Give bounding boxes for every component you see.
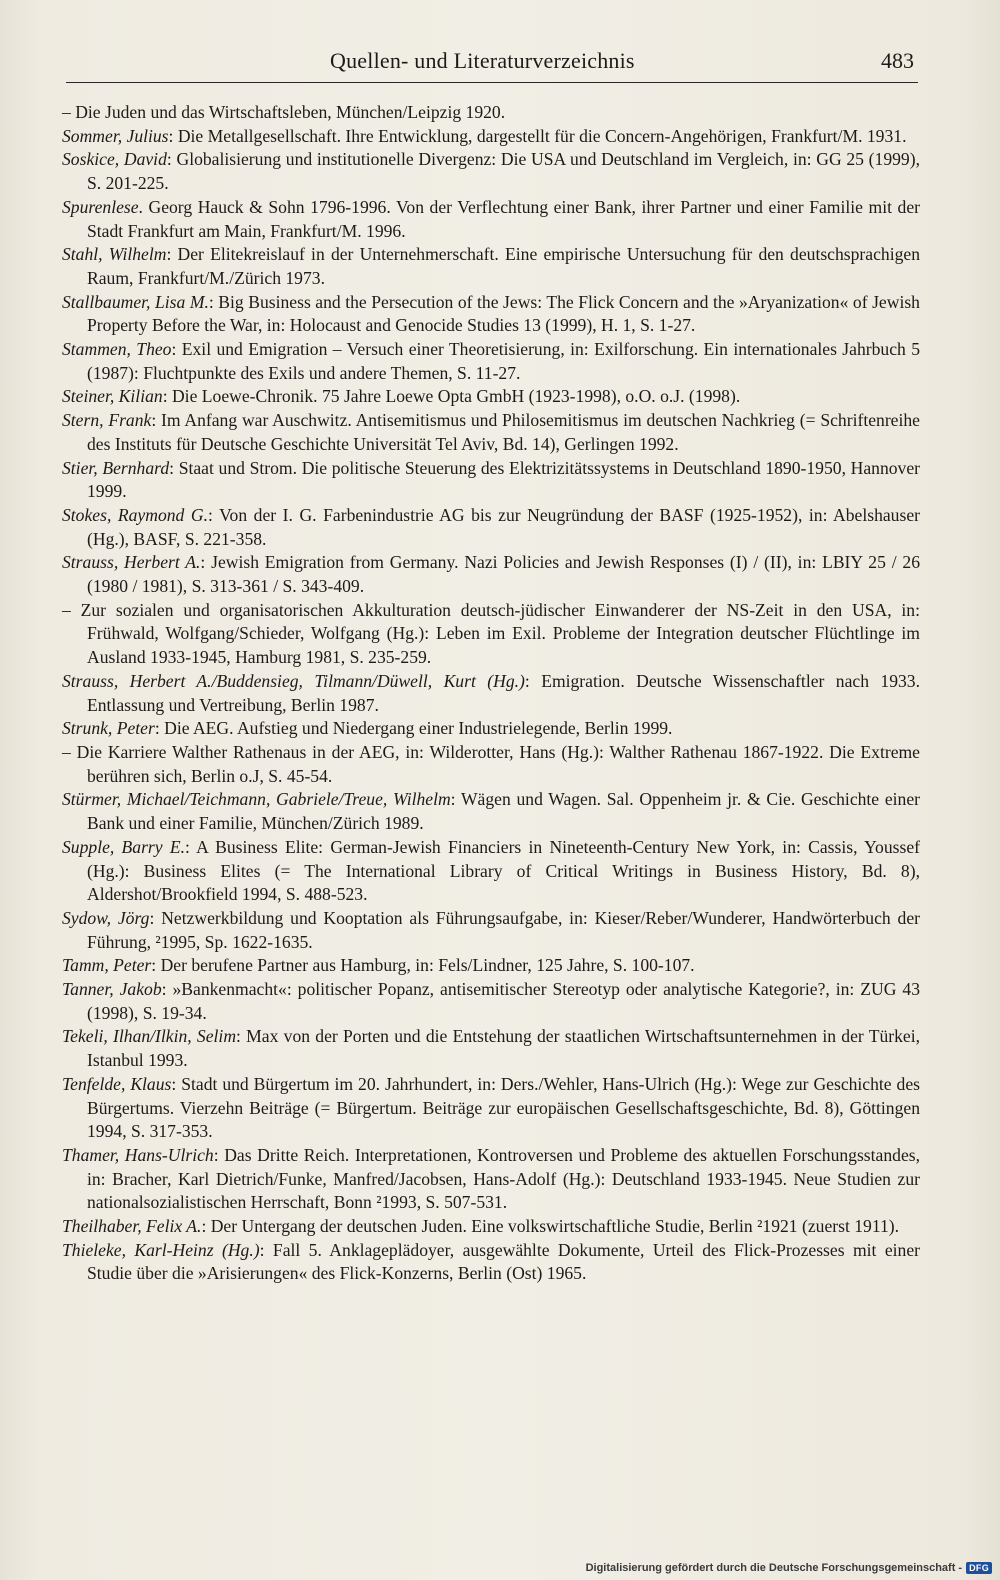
entry-author: Stern, Frank: [62, 410, 152, 431]
entry-text: : »Bankenmacht«: politischer Popanz, antisemitischer Stereotyp oder analytische Kategorie?, in: ZUG 43 (1998), S. 19-34.: [87, 979, 920, 1023]
entry-text: : Jewish Emigration from Germany. Nazi Policies and Jewish Responses (I) / (II), in: LBIY 25 / 26 (1980 / 1981), S. 313-361 / S. 343-409.: [87, 552, 921, 597]
page-header: [66, 42, 918, 83]
entry-author: Thieleke, Karl-Heinz (Hg.): [62, 1239, 260, 1260]
entry-author: Sydow, Jörg: [62, 907, 150, 928]
entry-text: : Die Metallgesellschaft. Ihre Entwicklung, dargestellt für die Concern-Angehörigen, Frankfurt/M. 1931.: [168, 125, 907, 146]
bibliography-entry: [62, 1239, 920, 1286]
entry-text: : Der Untergang der deutschen Juden. Eine volkswirtschaftliche Studie, Berlin ²1921 (zuerst 1911).: [201, 1216, 900, 1237]
entry-author: Stallbaumer, Lisa M.: [62, 291, 209, 312]
entry-text: : Der berufene Partner aus Hamburg, in: Fels/Lindner, 125 Jahre, S. 100-107.: [151, 955, 695, 976]
bibliography-entry: [62, 196, 920, 243]
entry-text: : Das Dritte Reich. Interpretationen, Kontroversen und Probleme des aktuellen Forschungsstandes, in: Bracher, Karl Dietrich/Funke, Manfred/Jacobsen, Hans-Adolf (Hg.): Deutschland 1933-1945. Neue Studien zur nationalsozialistischen Herrschaft, Bonn ²1993, S. 507-531.: [87, 1144, 921, 1213]
entry-author: Sommer, Julius: [62, 125, 169, 146]
bibliography-entry: [62, 504, 920, 551]
entry-author: Strauss, Herbert A./Buddensieg, Tilmann/Düwell, Kurt (Hg.): [62, 670, 525, 691]
bibliography-entry: [62, 148, 920, 195]
entry-text: . Georg Hauck & Sohn 1796-1996. Von der Verflechtung einer Bank, ihrer Partner und einer Familie mit der Stadt Frankfurt am Main, Frankfurt/M. 1996.: [87, 196, 920, 241]
entry-author: Stier, Bernhard: [62, 457, 170, 478]
entry-author: Stahl, Wilhelm: [62, 244, 167, 265]
bibliography-entry: [62, 978, 920, 1025]
entry-text: : Emigration. Deutsche Wissenschaftler nach 1933. Entlassung und Vertreibung, Berlin 1987.: [87, 670, 921, 715]
bibliography-entry: [62, 599, 920, 670]
bibliography-entry: [62, 1215, 920, 1239]
entry-text: : Max von der Porten und die Entstehung der staatlichen Wirtschaftsunternehmen in der Türkei, Istanbul 1993.: [87, 1026, 920, 1071]
entry-text: – Zur sozialen und organisatorischen Akkulturation deutsch-jüdischer Einwanderer der NS-Zeit in den USA, in: Frühwald, Wolfgang/Schieder, Wolfgang (Hg.): Leben im Exil. Probleme der Integration deutscher Flüchtlinge im Ausland 1933-1945, Hamburg 1981, S. 235-259.: [62, 599, 920, 668]
entry-text: : Exil und Emigration – Versuch einer Theoretisierung, in: Exilforschung. Ein internationales Jahrbuch 5 (1987): Fluchtpunkte des Exils und andere Themen, S. 11-27.: [87, 339, 920, 383]
bibliography-entry: [62, 551, 920, 598]
bibliography-entry: [62, 788, 920, 835]
entry-text: – Die Juden und das Wirtschaftsleben, München/Leipzig 1920.: [62, 102, 506, 122]
bibliography-entry: [62, 907, 920, 954]
bibliography-entry: [62, 338, 920, 385]
bibliography-entry: [62, 836, 920, 907]
entry-text: : Netzwerkbildung und Kooptation als Führungsaufgabe, in: Kieser/Reber/Wunderer, Handwörterbuch der Führung, ²1995, Sp. 1622-1635.: [87, 907, 920, 952]
bibliography-entry: [62, 243, 920, 290]
entry-text: : Im Anfang war Auschwitz. Antisemitismus und Philosemitismus im deutschen Nachkrieg (= Schriftenreihe des Instituts für Deutsche Geschichte Universität Tel Aviv, Bd. 14), Gerlingen 1992.: [87, 410, 920, 454]
bibliography-entry: [62, 101, 920, 125]
entry-author: Strunk, Peter: [62, 718, 155, 739]
bibliography-entry: [62, 385, 920, 409]
entry-author: Tanner, Jakob: [62, 979, 162, 1000]
entry-author: Stammen, Theo: [62, 339, 172, 360]
entry-text: – Die Karriere Walther Rathenaus in der AEG, in: Wilderotter, Hans (Hg.): Walther Rathenau 1867-1922. Die Extreme berühren sich, Berlin o.J, S. 45-54.: [62, 741, 920, 786]
entry-author: Tenfelde, Klaus: [62, 1073, 172, 1094]
bibliography-entry: [62, 717, 920, 741]
entry-author: Stürmer, Michael/Teichmann, Gabriele/Treue, Wilhelm: [62, 789, 451, 810]
entry-author: Tamm, Peter: [62, 955, 152, 976]
entry-text: : Stadt und Bürgertum im 20. Jahrhundert, in: Ders./Wehler, Hans-Ulrich (Hg.): Wege zur Geschichte des Bürgertums. Vierzehn Beiträge (= Bürgertum. Beiträge zur europäischen Gesellschaftsgeschichte, Bd. 8), Göttingen 1994, S. 317-353.: [87, 1073, 921, 1142]
entry-author: Spurenlese: [62, 196, 139, 217]
entry-text: : Der Elitekreislauf in der Unternehmerschaft. Eine empirische Untersuchung für den deutschsprachigen Raum, Frankfurt/M./Zürich 1973.: [87, 244, 921, 288]
entry-author: Soskice, David: [62, 149, 167, 170]
entry-text: : Big Business and the Persecution of the Jews: The Flick Concern and the »Aryanization« of Jewish Property Before the War, in: Holocaust and Genocide Studies 13 (1999), H. 1, S. 1-27.: [87, 291, 920, 336]
entry-author: Tekeli, Ilhan/Ilkin, Selim: [62, 1026, 237, 1047]
entry-text: : Die AEG. Aufstieg und Niedergang einer Industrielegende, Berlin 1999.: [154, 718, 673, 739]
entry-author: Supple, Barry E.: [62, 836, 185, 857]
entry-text: : Fall 5. Anklageplädoyer, ausgewählte Dokumente, Urteil des Flick-Prozesses mit einer Studie über die »Arisierungen« des Flick-Konzerns, Berlin (Ost) 1965.: [87, 1239, 920, 1284]
entry-text: : Staat und Strom. Die politische Steuerung des Elektrizitätssystems in Deutschland 1890-1950, Hannover 1999.: [87, 457, 921, 502]
bibliography-entry: [62, 409, 920, 456]
page-number: 483: [881, 48, 914, 73]
entry-author: Strauss, Herbert A.: [62, 552, 201, 573]
bibliography-list: [62, 101, 920, 1286]
bibliography-entry: [62, 125, 920, 149]
page-footer: [586, 1562, 992, 1574]
bibliography-entry: [62, 741, 920, 788]
entry-text: : A Business Elite: German-Jewish Financiers in Nineteenth-Century New York, in: Cassis, Youssef (Hg.): Business Elites (= The International Library of Critical Writings in Business History, Bd. 8), Aldershot/Brookfield 1994, S. 488-523.: [87, 836, 920, 905]
entry-author: Thamer, Hans-Ulrich: [62, 1144, 214, 1165]
bibliography-entry: [62, 1144, 920, 1215]
entry-author: Stokes, Raymond G.: [62, 504, 208, 525]
entry-author: Steiner, Kilian: [62, 386, 163, 407]
bibliography-entry: [62, 954, 920, 978]
dfg-logo: DFG: [966, 1562, 992, 1574]
entry-text: : Die Loewe-Chronik. 75 Jahre Loewe Opta GmbH (1923-1998), o.O. o.J. (1998).: [162, 386, 741, 407]
entry-author: Theilhaber, Felix A.: [62, 1216, 202, 1237]
bibliography-entry: [62, 1073, 920, 1144]
entry-text: : Wägen und Wagen. Sal. Oppenheim jr. & Cie. Geschichte einer Bank und einer Familie, München/Zürich 1989.: [87, 789, 920, 834]
bibliography-entry: [62, 291, 920, 338]
entry-text: : Globalisierung und institutionelle Divergenz: Die USA und Deutschland im Vergleich, in: GG 25 (1999), S. 201-225.: [87, 149, 920, 194]
bibliography-entry: [62, 670, 920, 717]
bibliography-entry: [62, 457, 920, 504]
footer-credit: Digitalisierung gefördert durch die Deutsche Forschungsgemeinschaft -: [585, 1562, 963, 1574]
entry-text: : Von der I. G. Farbenindustrie AG bis zur Neugründung der BASF (1925-1952), in: Abelshauser (Hg.), BASF, S. 221-358.: [87, 504, 920, 549]
bibliography-entry: [62, 1025, 920, 1072]
running-title: Quellen- und Literaturverzeichnis: [330, 48, 635, 73]
